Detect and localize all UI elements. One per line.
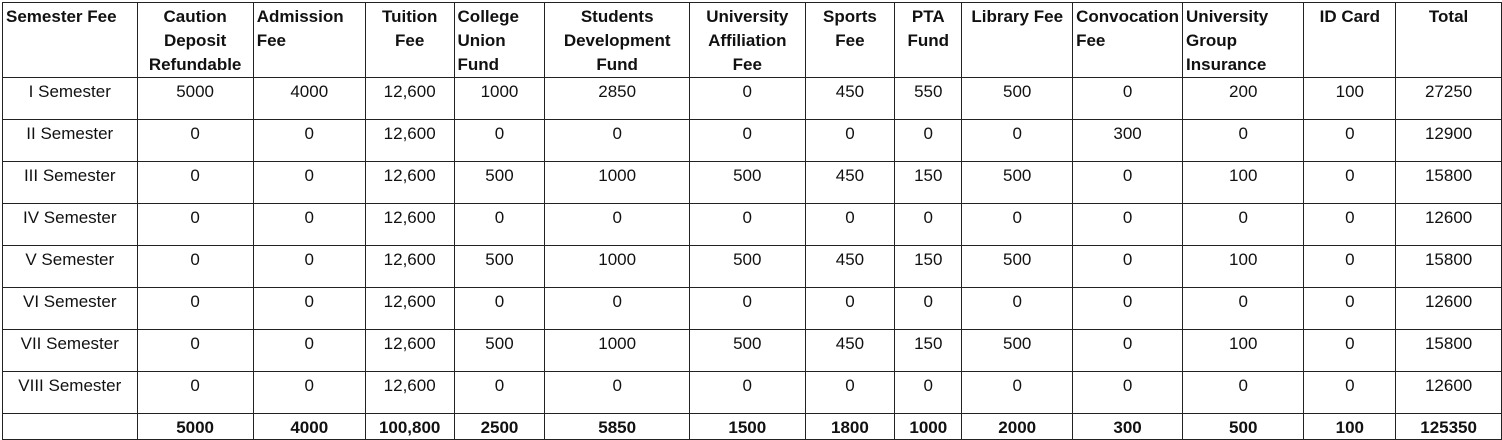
semester-label: IV Semester [3,204,138,246]
table-cell: 100 [1304,78,1396,120]
total-cell: 4000 [253,414,365,440]
semester-label: III Semester [3,162,138,204]
table-cell: 0 [962,372,1073,414]
table-cell: 12,600 [365,204,454,246]
table-cell: 450 [805,162,895,204]
table-cell: 0 [895,372,962,414]
table-cell: 0 [545,372,690,414]
table-cell: 0 [1073,204,1183,246]
table-cell: 0 [962,120,1073,162]
table-cell: 0 [1304,330,1396,372]
table-cell: 0 [1304,372,1396,414]
table-cell: 0 [1073,288,1183,330]
table-cell: 500 [962,78,1073,120]
table-cell: 1000 [545,246,690,288]
table-cell: 12600 [1396,288,1502,330]
table-cell: 450 [805,78,895,120]
table-cell: 0 [1183,120,1304,162]
table-cell: 0 [253,162,365,204]
table-cell: 0 [689,120,805,162]
table-cell: 150 [895,330,962,372]
table-cell: 27250 [1396,78,1502,120]
table-cell: 15800 [1396,330,1502,372]
header-library-fee: Library Fee [962,3,1073,78]
table-cell: 150 [895,246,962,288]
table-cell: 0 [454,288,545,330]
table-cell: 12900 [1396,120,1502,162]
table-cell: 0 [895,120,962,162]
table-cell: 450 [805,246,895,288]
table-cell: 0 [545,120,690,162]
semester-label: VII Semester [3,330,138,372]
table-cell: 0 [137,162,253,204]
table-cell: 0 [1073,246,1183,288]
table-cell: 0 [895,288,962,330]
table-cell: 12,600 [365,78,454,120]
table-cell: 500 [962,162,1073,204]
header-university-group-insurance: University Group Insurance [1183,3,1304,78]
total-cell: 300 [1073,414,1183,440]
table-row [3,372,1502,414]
table-cell: 0 [1183,372,1304,414]
table-cell: 0 [137,120,253,162]
table-cell: 12,600 [365,330,454,372]
table-cell: 0 [253,288,365,330]
table-cell: 0 [137,204,253,246]
total-cell: 2500 [454,414,545,440]
header-pta-fund: PTA Fund [895,3,962,78]
total-cell: 1000 [895,414,962,440]
table-cell: 0 [1183,288,1304,330]
table-cell: 5000 [137,78,253,120]
header-id-card: ID Card [1304,3,1396,78]
table-cell: 0 [1304,120,1396,162]
table-cell: 1000 [545,162,690,204]
total-cell: 125350 [1396,414,1502,440]
table-cell: 500 [689,246,805,288]
header-convocation-fee: Convocation Fee [1073,3,1183,78]
table-cell: 15800 [1396,246,1502,288]
total-cell: 1500 [689,414,805,440]
header-university-affiliation-fee: University Affiliation Fee [689,3,805,78]
table-cell: 0 [1304,204,1396,246]
semester-label: VI Semester [3,288,138,330]
table-cell: 500 [962,246,1073,288]
table-cell: 0 [1183,204,1304,246]
table-cell: 0 [805,120,895,162]
total-cell: 100 [1304,414,1396,440]
table-cell: 0 [805,288,895,330]
table-cell: 12,600 [365,246,454,288]
table-cell: 0 [137,246,253,288]
header-admission-fee: Admission Fee [253,3,365,78]
table-cell: 500 [454,162,545,204]
table-cell: 0 [1073,78,1183,120]
semester-label: V Semester [3,246,138,288]
table-cell: 0 [454,204,545,246]
table-row [3,204,1502,246]
table-cell: 0 [689,204,805,246]
table-cell: 0 [545,288,690,330]
semester-label: I Semester [3,78,138,120]
table-cell: 15800 [1396,162,1502,204]
header-students-development-fund: Students Development Fund [545,3,690,78]
table-cell: 200 [1183,78,1304,120]
table-cell: 12,600 [365,120,454,162]
table-cell: 0 [962,204,1073,246]
table-cell: 12600 [1396,204,1502,246]
table-cell: 300 [1073,120,1183,162]
table-cell: 12,600 [365,288,454,330]
table-cell: 0 [1304,162,1396,204]
table-cell: 0 [545,204,690,246]
table-cell: 500 [454,330,545,372]
table-cell: 0 [1073,162,1183,204]
table-cell: 0 [137,288,253,330]
table-cell: 0 [137,330,253,372]
table-cell: 12,600 [365,372,454,414]
total-cell: 500 [1183,414,1304,440]
table-cell: 150 [895,162,962,204]
table-cell: 0 [1073,372,1183,414]
table-cell: 12600 [1396,372,1502,414]
header-tuition-fee: Tuition Fee [365,3,454,78]
table-cell: 0 [253,120,365,162]
table-cell: 500 [689,162,805,204]
table-cell: 0 [805,372,895,414]
total-cell: 5000 [137,414,253,440]
table-cell: 100 [1183,246,1304,288]
table-cell: 0 [253,204,365,246]
semester-label: II Semester [3,120,138,162]
table-cell: 4000 [253,78,365,120]
table-cell: 0 [454,372,545,414]
table-row [3,162,1502,204]
header-caution-deposit: Caution Deposit Refundable [137,3,253,78]
semester-label: VIII Semester [3,372,138,414]
table-cell: 0 [689,288,805,330]
table-row [3,78,1502,120]
table-cell: 0 [1304,246,1396,288]
table-row [3,330,1502,372]
table-cell: 0 [689,78,805,120]
table-cell: 1000 [545,330,690,372]
table-row [3,246,1502,288]
table-cell: 1000 [454,78,545,120]
table-cell: 0 [1073,330,1183,372]
table-cell: 500 [689,330,805,372]
total-cell: 2000 [962,414,1073,440]
total-cell: 5850 [545,414,690,440]
total-cell: 1800 [805,414,895,440]
table-cell: 450 [805,330,895,372]
header-semester-fee: Semester Fee [3,3,138,78]
table-cell: 0 [253,246,365,288]
table-cell: 500 [962,330,1073,372]
table-cell: 0 [137,372,253,414]
table-cell: 0 [962,288,1073,330]
table-row [3,288,1502,330]
table-cell: 0 [253,372,365,414]
table-cell: 0 [1304,288,1396,330]
table-cell: 0 [895,204,962,246]
table-cell: 0 [805,204,895,246]
header-sports-fee: Sports Fee [805,3,895,78]
table-cell: 0 [689,372,805,414]
table-cell: 500 [454,246,545,288]
table-cell: 0 [454,120,545,162]
table-cell: 100 [1183,162,1304,204]
table-cell: 2850 [545,78,690,120]
table-cell: 0 [253,330,365,372]
header-college-union-fund: College Union Fund [454,3,545,78]
semester-fee-table [2,2,1502,440]
table-row [3,120,1502,162]
total-cell: 100,800 [365,414,454,440]
table-cell: 100 [1183,330,1304,372]
header-row [3,3,1502,78]
table-cell: 12,600 [365,162,454,204]
table-cell: 550 [895,78,962,120]
header-total: Total [1396,3,1502,78]
